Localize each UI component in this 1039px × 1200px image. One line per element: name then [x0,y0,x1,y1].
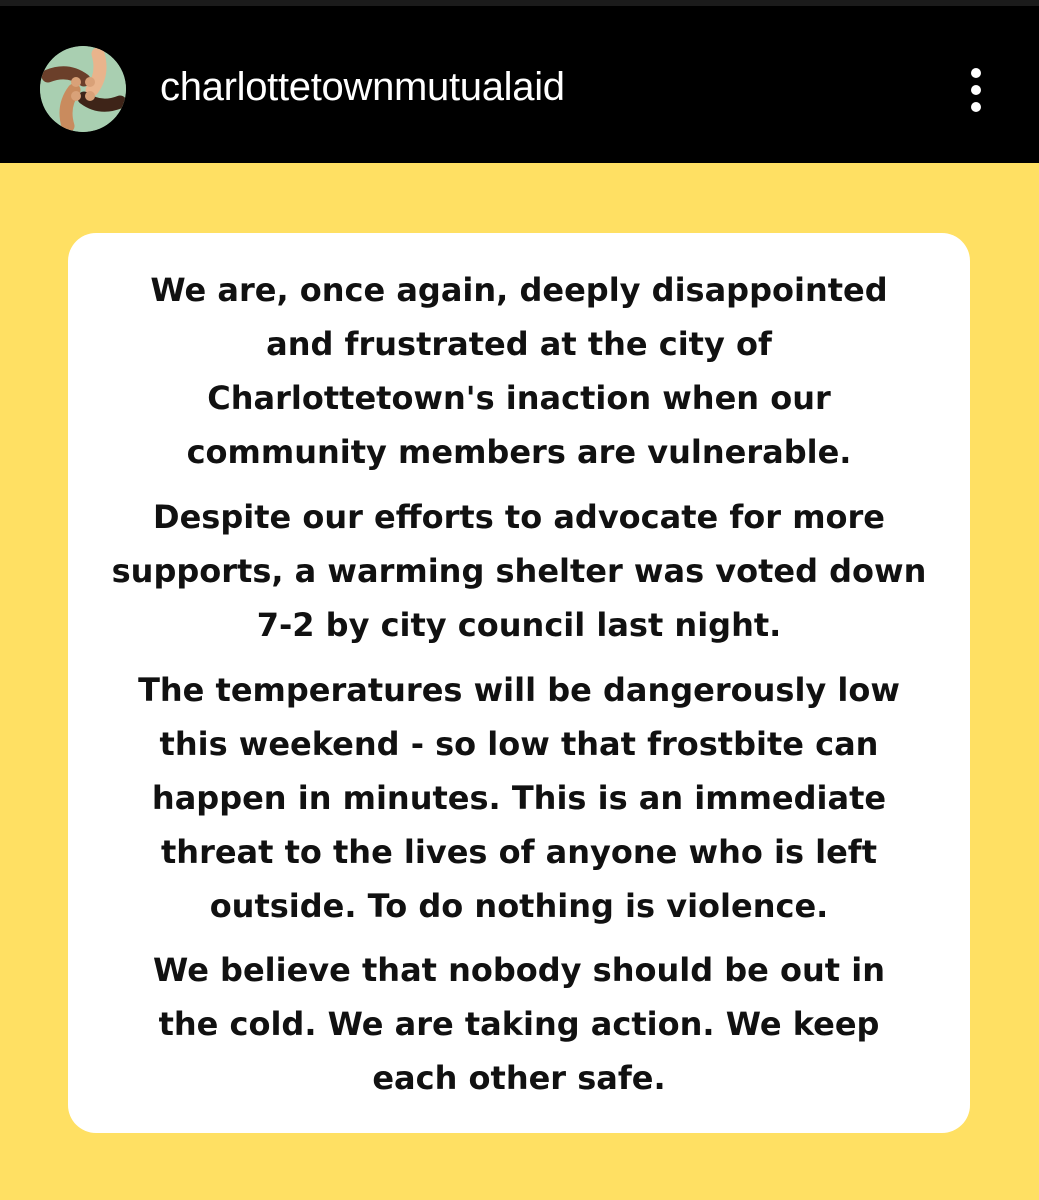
post-text-card [68,233,970,1133]
post-header [0,0,1039,163]
paragraph-line: We believe that nobody should be out in [153,951,885,989]
avatar[interactable] [40,46,126,132]
post-paragraph-4 [68,943,970,1105]
paragraph-line: happen in minutes. This is an immediate [151,779,887,817]
post-paragraph-1 [68,263,970,479]
hands-circle-icon [40,46,126,132]
paragraph-line: this weekend - so low that frostbite can [159,725,879,763]
more-options-button[interactable] [950,60,1002,120]
username[interactable]: charlottetownmutualaid [160,65,565,109]
paragraph-line: outside. To do nothing is violence. [209,887,829,925]
paragraph-line: 7-2 by city council last night. [256,606,782,644]
paragraph-line: the cold. We are taking action. We keep [158,1005,880,1043]
more-vertical-icon [950,60,1002,120]
paragraph-line: supports, a warming shelter was voted down [111,552,927,590]
paragraph-line: We are, once again, deeply disappointed [150,271,888,309]
paragraph-line: Despite our efforts to advocate for more [153,498,885,536]
post-paragraph-3 [68,663,970,933]
post-paragraph-2 [68,490,970,652]
paragraph-line: The temperatures will be dangerously low [138,671,900,709]
paragraph-line: Charlottetown's inaction when our [207,379,831,417]
status-edge [0,0,1039,6]
paragraph-line: threat to the lives of anyone who is left [160,833,878,871]
paragraph-line: and frustrated at the city of [266,325,772,363]
paragraph-line: each other safe. [372,1059,666,1097]
paragraph-line: community members are vulnerable. [186,433,852,471]
